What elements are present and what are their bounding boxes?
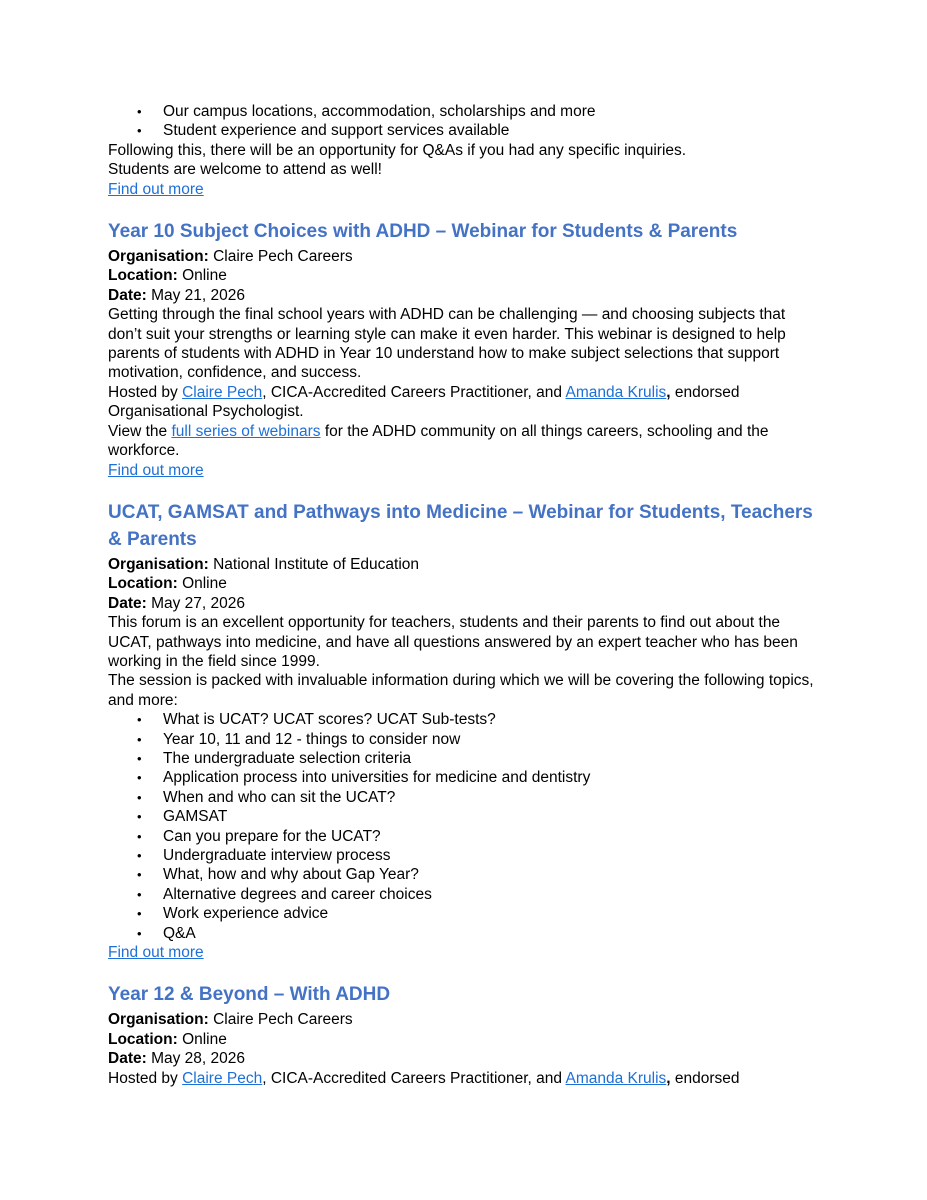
bullet-icon: • [137, 925, 142, 941]
event-meta-line [108, 1049, 817, 1068]
event-meta-line [108, 1010, 817, 1029]
meta-value: May 28, 2026 [151, 1050, 246, 1068]
text-run: , CICA-Accredited Careers Practitioner, and [262, 1069, 566, 1087]
text-run: endorsed Organisational Psychologist. [108, 383, 740, 421]
bullet-text: What is UCAT? UCAT scores? UCAT Sub-tests? [163, 711, 496, 729]
paragraph [108, 613, 817, 671]
bullet-icon: • [137, 867, 142, 883]
meta-label: Location: [108, 1030, 178, 1048]
bullet-item [137, 827, 817, 846]
meta-value: May 27, 2026 [151, 594, 246, 612]
find-out-more-line [108, 180, 817, 199]
find-out-more-link[interactable]: Find out more [108, 180, 204, 198]
event-meta-line [108, 286, 817, 305]
meta-value: Online [182, 267, 227, 285]
bullet-icon: • [137, 886, 142, 902]
text-run: View the [108, 422, 172, 440]
inline-link[interactable]: Claire Pech [182, 383, 263, 401]
bullet-text: Undergraduate interview process [163, 847, 391, 864]
bullet-list [108, 710, 817, 943]
bold-text-run: , [666, 1069, 671, 1087]
bullet-icon: • [137, 712, 142, 728]
inline-link[interactable]: Claire Pech [182, 1069, 263, 1087]
event-meta-line [108, 1030, 817, 1049]
bullet-text: GAMSAT [163, 808, 228, 826]
event-meta-line [108, 266, 817, 285]
meta-label: Date: [108, 286, 147, 304]
meta-label: Organisation: [108, 248, 209, 266]
bullet-icon: • [137, 750, 142, 766]
event-meta-line [108, 247, 817, 266]
bullet-item [137, 788, 817, 807]
bullet-item [137, 846, 817, 865]
event-meta-line [108, 594, 817, 613]
bullet-text: Alternative degrees and career choices [163, 885, 432, 903]
bullet-item [137, 102, 817, 121]
bullet-icon: • [137, 828, 142, 844]
paragraph [108, 141, 817, 160]
find-out-more-link[interactable]: Find out more [108, 944, 204, 962]
paragraph [108, 1069, 817, 1088]
find-out-more-line [108, 943, 817, 962]
meta-value: Claire Pech Careers [213, 1011, 353, 1029]
bullet-text: Our campus locations, accommodation, scholarships and more [163, 103, 596, 120]
text-run: The session is packed with invaluable information during which we will be covering the following topics, and more: [108, 672, 814, 709]
bullet-icon: • [137, 789, 142, 805]
paragraph [108, 160, 817, 179]
meta-label: Organisation: [108, 1011, 209, 1029]
meta-value: May 21, 2026 [151, 286, 246, 304]
bullet-item [137, 749, 817, 768]
bullet-icon: • [137, 848, 142, 863]
bullet-text: Student experience and support services available [163, 122, 510, 140]
inline-link[interactable]: Amanda Krulis [565, 1069, 667, 1087]
meta-label: Organisation: [108, 555, 209, 573]
bullet-icon: • [137, 123, 142, 139]
text-run: , CICA-Accredited Careers Practitioner, and [262, 383, 566, 401]
meta-value: National Institute of Education [213, 555, 420, 573]
bullet-text: The undergraduate selection criteria [163, 749, 412, 767]
text-run: Getting through the final school years with ADHD can be challenging — and choosing subjects that don’t suit your strengths or learning style can make it even harder. This webinar is designed to help parents of students with ADHD in Year 10 understand how to make subject selections that support motivation, confidence, and success. [108, 306, 786, 382]
text-run: Hosted by [108, 383, 183, 401]
bullet-item [137, 730, 817, 749]
text-run: Hosted by [108, 1069, 183, 1087]
bullet-text: Application process into universities for medicine and dentistry [163, 769, 591, 787]
bullet-icon: • [137, 809, 142, 825]
text-run: This forum is an excellent opportunity for teachers, students and their parents to find out about the UCAT, pathways into medicine, and have all questions answered by an expert teacher who has been working in the field since 1999. [108, 614, 798, 670]
find-out-more-link[interactable]: Find out more [108, 461, 204, 479]
bullet-item [137, 768, 817, 787]
text-run: Students are welcome to attend as well! [108, 161, 382, 179]
bullet-text: Can you prepare for the UCAT? [163, 827, 381, 845]
meta-value: Online [182, 1030, 227, 1048]
bullet-item [137, 710, 817, 729]
event-title: UCAT, GAMSAT and Pathways into Medicine – Webinar for Students, Teachers & Parents [108, 501, 813, 550]
paragraph [108, 383, 817, 422]
bullet-text: When and who can sit the UCAT? [163, 788, 396, 806]
bullet-item [137, 904, 817, 923]
find-out-more-line [108, 461, 817, 480]
event-title: Year 10 Subject Choices with ADHD – Webinar for Students & Parents [108, 221, 738, 243]
event-title: Year 12 & Beyond – With ADHD [108, 984, 391, 1006]
meta-label: Location: [108, 267, 178, 285]
bullet-text: Year 10, 11 and 12 - things to consider now [163, 730, 461, 748]
text-run: for the ADHD community on all things careers, schooling and the workforce. [108, 422, 769, 460]
bullet-item [137, 924, 817, 943]
paragraph [108, 305, 817, 383]
bold-text-run: , [666, 383, 671, 401]
inline-link[interactable]: full series of webinars [171, 422, 321, 440]
bullet-item [137, 807, 817, 826]
bullet-item [137, 865, 817, 884]
paragraph [108, 671, 817, 710]
bullet-icon: • [137, 770, 142, 786]
meta-value: Online [182, 575, 227, 593]
bullet-text: What, how and why about Gap Year? [163, 866, 419, 884]
meta-label: Date: [108, 1050, 147, 1068]
meta-label: Date: [108, 594, 147, 612]
text-run: Following this, there will be an opportunity for Q&As if you had any specific inquiries. [108, 141, 687, 159]
bullet-icon: • [137, 104, 142, 119]
meta-value: Claire Pech Careers [213, 248, 353, 266]
bullet-item [137, 885, 817, 904]
bullet-icon: • [137, 731, 142, 747]
text-run: endorsed [670, 1069, 740, 1087]
inline-link[interactable]: Amanda Krulis [565, 383, 667, 401]
event-meta-line [108, 555, 817, 574]
event-meta-line [108, 574, 817, 593]
bullet-list [108, 102, 817, 141]
bullet-text: Work experience advice [163, 905, 329, 923]
document-content [108, 102, 817, 1088]
bullet-item [137, 121, 817, 140]
paragraph [108, 422, 817, 461]
meta-label: Location: [108, 575, 178, 593]
bullet-text: Q&A [163, 924, 196, 942]
bullet-icon: • [137, 906, 142, 922]
